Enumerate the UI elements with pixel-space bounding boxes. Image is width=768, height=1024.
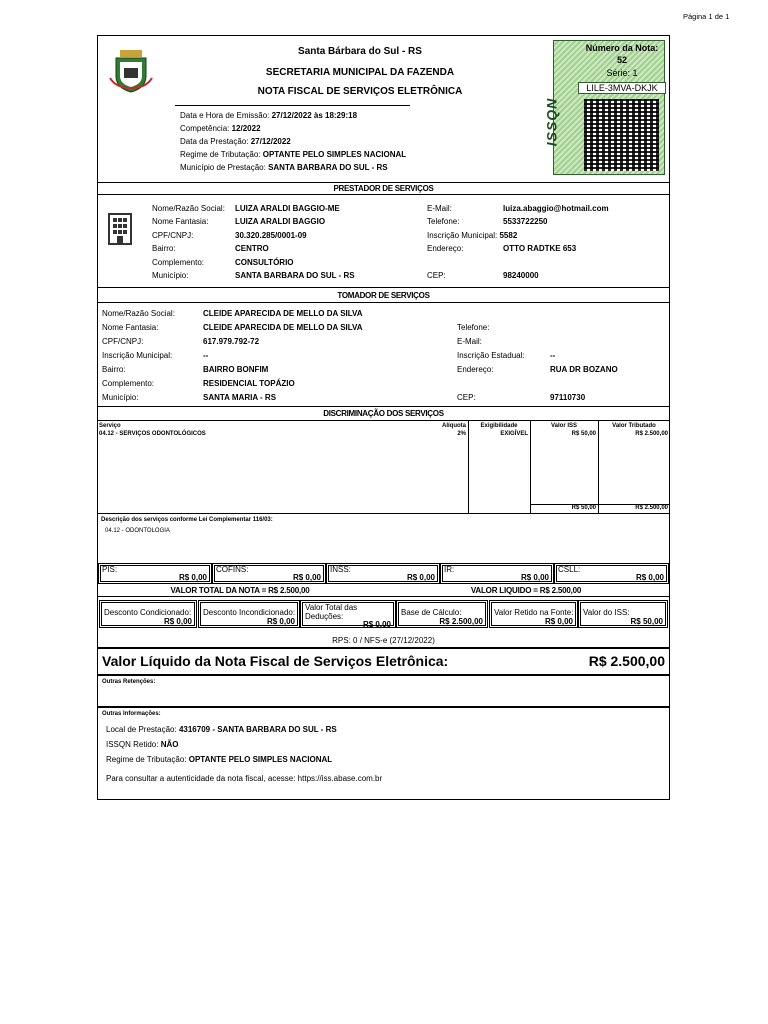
- taker-address-value: RUA DR BOZANO: [550, 365, 618, 374]
- service-item-exig: EXIGÍVEL: [500, 431, 528, 437]
- calc-base-label: Base de Cálculo:: [401, 608, 462, 617]
- service-item-name: 04.12 - SERVIÇOS ODONTOLÓGICOS: [99, 431, 206, 437]
- municipality-row: Município de Prestação: SANTA BARBARA DO SUL - RS: [180, 163, 388, 172]
- provider-district-value: CENTRO: [235, 244, 269, 253]
- net-value-amount: R$ 2.500,00: [588, 653, 665, 669]
- note-series: Série: 1: [606, 68, 638, 78]
- services-total-taxed: R$ 2.500,00: [635, 505, 668, 511]
- net-value-box: [97, 648, 670, 675]
- verification-code: LILE-3MVA-DKJK: [578, 82, 666, 94]
- other-info-box: [97, 707, 670, 800]
- col-exig-header: Exigibilidade: [480, 423, 518, 429]
- taker-fantasy-value: CLEIDE APARECIDA DE MELLO DA SILVA: [203, 323, 363, 332]
- note-number-label: Número da Nota:: [585, 43, 659, 53]
- taker-state-reg-value: --: [550, 351, 556, 360]
- tax-ir-label: IR:: [444, 565, 455, 574]
- taker-municipal-reg-label: Inscrição Municipal:: [102, 351, 173, 360]
- service-date-row: Data da Prestação: 27/12/2022: [180, 137, 291, 146]
- other-info-consult: Para consultar a autenticidade da nota fiscal, acesse: https://iss.abase.com.br: [106, 774, 383, 783]
- iss-value-box: [578, 600, 668, 628]
- other-info-place: Local de Prestação: 4316709 - SANTA BARBARA DO SUL - RS: [106, 725, 337, 734]
- competence-row: Competência: 12/2022: [180, 124, 261, 133]
- provider-email-label: E-Mail:: [427, 204, 452, 213]
- tax-pis-label: PIS:: [102, 565, 118, 574]
- services-total-iss: R$ 50,00: [571, 505, 596, 511]
- tax-inss-value: R$ 0,00: [406, 573, 435, 582]
- provider-cnpj-value: 30.320.285/0001-09: [235, 231, 307, 240]
- tax-cofins-value: R$ 0,00: [292, 573, 321, 582]
- provider-name-value: LUIZA ARALDI BAGGIO-ME: [235, 204, 340, 213]
- issqn-label: ISSQN: [543, 97, 560, 147]
- service-item-rate: 2%: [457, 431, 466, 437]
- col-iss-header: Valor ISS: [550, 423, 577, 429]
- provider-name-label: Nome/Razão Social:: [152, 204, 225, 213]
- provider-district-label: Bairro:: [152, 244, 176, 253]
- total-deductions-value: R$ 0,00: [362, 620, 391, 629]
- provider-complement-value: CONSULTÓRIO: [235, 258, 294, 267]
- taker-email-label: E-Mail:: [457, 337, 482, 346]
- tax-cofins-box: [212, 563, 326, 584]
- taker-complement-value: RESIDENCIAL TOPÁZIO: [203, 379, 295, 388]
- col-service-header: Serviço: [99, 423, 121, 429]
- services-description-value: 04.12 - ODONTOLOGIA: [105, 528, 170, 534]
- taker-state-reg-label: Inscrição Estadual:: [457, 351, 525, 360]
- header-city: Santa Bárbara do Sul - RS: [298, 46, 422, 57]
- municipal-crest-icon: [108, 48, 154, 94]
- provider-cep-label: CEP:: [427, 271, 446, 280]
- emission-row: Data e Hora de Emissão: 27/12/2022 às 18:29:18: [180, 111, 358, 120]
- provider-phone-value: 5533722250: [503, 217, 548, 226]
- taker-address-label: Endereço:: [457, 365, 494, 374]
- provider-phone-label: Telefone:: [427, 217, 460, 226]
- col-taxed-header: Valor Tributado: [612, 423, 656, 429]
- iss-value-label: Valor do ISS:: [583, 608, 630, 617]
- net-value-title: Valor Líquido da Nota Fiscal de Serviços Eletrônica:: [102, 653, 449, 669]
- taker-name-label: Nome/Razão Social:: [102, 309, 175, 318]
- tax-inss-label: INSS:: [330, 565, 351, 574]
- cond-discount-box: [99, 600, 197, 628]
- other-info-issqn: ISSQN Retido: NÃO: [106, 740, 179, 749]
- taker-city-value: SANTA MARIA - RS: [203, 393, 277, 402]
- taker-cep-value: 97110730: [550, 393, 586, 402]
- calc-base-value: R$ 2.500,00: [439, 617, 483, 626]
- page-number: Página 1 de 1: [683, 12, 730, 21]
- iss-value-value: R$ 50,00: [630, 617, 663, 626]
- provider-city-label: Município:: [152, 271, 189, 280]
- taker-district-value: BAIRRO BONFIM: [203, 365, 269, 374]
- provider-email-value: luiza.abaggio@hotmail.com: [503, 204, 609, 213]
- other-retentions-label: Outras Retenções:: [102, 679, 156, 685]
- provider-cep-value: 98240000: [503, 271, 539, 280]
- taker-section-title: TOMADOR DE SERVIÇOS: [337, 291, 430, 300]
- withheld-label: Valor Retido na Fonte:: [494, 608, 574, 617]
- header-department: SECRETARIA MUNICIPAL DA FAZENDA: [265, 67, 455, 78]
- total-deductions-box: [300, 600, 396, 628]
- service-item-taxed: R$ 2.500,00: [635, 431, 668, 437]
- calc-base-box: [396, 600, 488, 628]
- building-icon: [108, 213, 132, 245]
- taker-complement-label: Complemento:: [102, 379, 155, 388]
- tax-csll-value: R$ 0,00: [635, 573, 664, 582]
- header-doc-title: NOTA FISCAL DE SERVIÇOS ELETRÔNICA: [257, 86, 463, 97]
- provider-complement-label: Complemento:: [152, 258, 205, 267]
- cond-discount-label: Desconto Condicionado:: [104, 608, 192, 617]
- other-info-regime: Regime de Tributação: OPTANTE PELO SIMPLES NACIONAL: [106, 755, 333, 764]
- tax-cofins-label: COFINS:: [216, 565, 249, 574]
- net-value: VALOR LIQUIDO = R$ 2.500,00: [470, 586, 582, 595]
- taker-city-label: Município:: [102, 393, 139, 402]
- services-description-label: Descrição dos serviços conforme Lei Complementar 116/03:: [101, 517, 273, 523]
- other-info-label: Outras Informações:: [102, 711, 161, 717]
- total-note-value: VALOR TOTAL DA NOTA = R$ 2.500,00: [170, 586, 310, 595]
- uncond-discount-label: Desconto Incondicionado:: [203, 608, 296, 617]
- tax-pis-box: [98, 563, 212, 584]
- uncond-discount-box: [198, 600, 300, 628]
- taker-phone-label: Telefone:: [457, 323, 490, 332]
- provider-address-label: Endereço:: [427, 244, 464, 253]
- provider-fantasy-label: Nome Fantasia:: [152, 217, 209, 226]
- tax-ir-box: [440, 563, 554, 584]
- tax-inss-box: [326, 563, 440, 584]
- tax-csll-label: CSLL:: [558, 565, 581, 574]
- taker-district-label: Bairro:: [102, 365, 126, 374]
- rps-line: RPS: 0 / NFS-e (27/12/2022): [332, 636, 435, 645]
- provider-address-value: OTTO RADTKE 653: [503, 244, 577, 253]
- withheld-box: [489, 600, 578, 628]
- cond-discount-value: R$ 0,00: [163, 617, 192, 626]
- uncond-discount-value: R$ 0,00: [266, 617, 295, 626]
- service-item-iss: R$ 50,00: [571, 431, 596, 437]
- provider-fantasy-value: LUIZA ARALDI BAGGIO: [235, 217, 326, 226]
- regime-row: Regime de Tributação: OPTANTE PELO SIMPLES NACIONAL: [180, 150, 407, 159]
- tax-ir-value: R$ 0,00: [520, 573, 549, 582]
- taker-municipal-reg-value: --: [203, 351, 209, 360]
- taker-cep-label: CEP:: [457, 393, 476, 402]
- withheld-value: R$ 0,00: [544, 617, 573, 626]
- other-retentions-box: [97, 675, 670, 707]
- note-number-value: 52: [616, 55, 627, 65]
- provider-section-title: PRESTADOR DE SERVIÇOS: [333, 184, 434, 193]
- provider-cnpj-label: CPF/CNPJ:: [152, 231, 194, 240]
- tax-pis-value: R$ 0,00: [178, 573, 207, 582]
- tax-csll-box: [554, 563, 669, 584]
- taker-name-value: CLEIDE APARECIDA DE MELLO DA SILVA: [203, 309, 363, 318]
- taker-cpf-value: 617.979.792-72: [203, 337, 260, 346]
- col-rate-header: Alíquota: [442, 423, 466, 429]
- qr-code-icon: [584, 99, 659, 171]
- taker-cpf-label: CPF/CNPJ:: [102, 337, 144, 346]
- provider-city-value: SANTA BARBARA DO SUL - RS: [235, 271, 355, 280]
- provider-municipal-reg: Inscrição Municipal: 5582: [427, 231, 518, 240]
- services-section-title: DISCRIMINAÇÃO DOS SERVIÇOS: [323, 409, 444, 418]
- total-deductions-label: Valor Total das Deduções:: [305, 603, 358, 621]
- taker-fantasy-label: Nome Fantasia:: [102, 323, 159, 332]
